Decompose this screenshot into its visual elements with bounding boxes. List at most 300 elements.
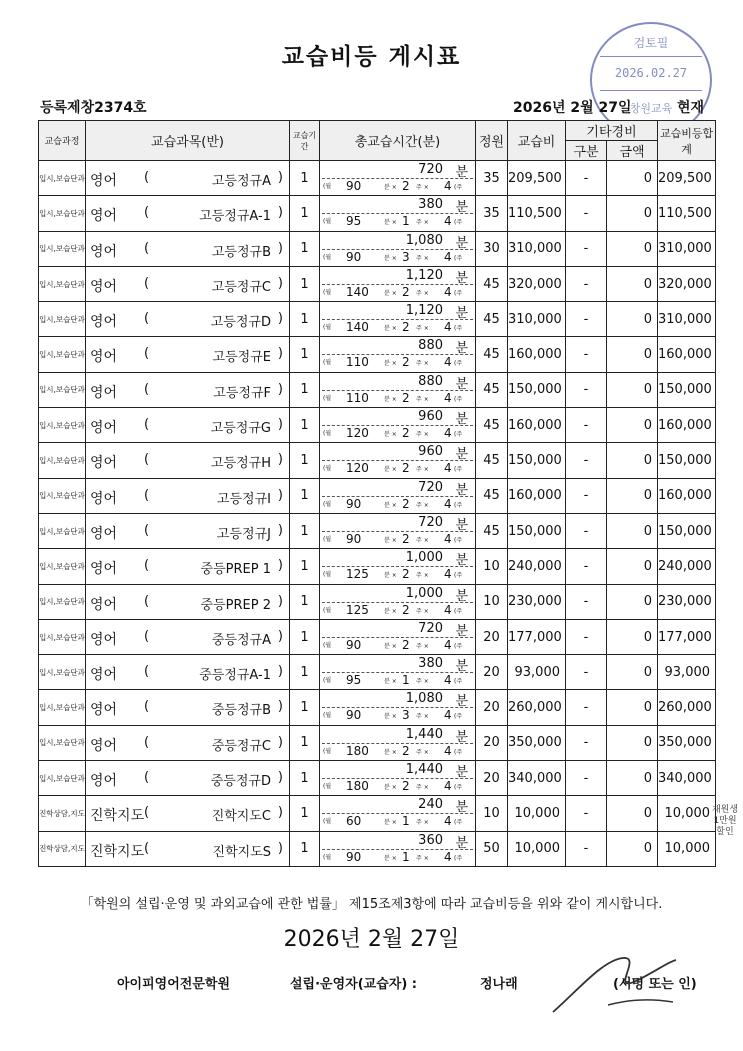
fee-value: 310,000 <box>508 231 566 266</box>
hours-cell <box>320 408 476 443</box>
subject-name: 영어 <box>90 596 118 613</box>
stamp-date: 2026.02.27 <box>614 66 688 80</box>
course-type: 입시,보습단과 <box>39 161 86 196</box>
minutes-suffix: 분 × <box>384 360 397 368</box>
table-row <box>39 337 716 372</box>
paren-close: ) <box>277 840 283 856</box>
paren-close: ) <box>277 240 283 256</box>
hours-cell <box>320 478 476 513</box>
weeks-suffix: 주 × <box>416 360 429 368</box>
subject-name: 영어 <box>90 173 118 189</box>
minutes-suffix: 분 × <box>384 184 397 191</box>
minutes-unit: 분 <box>455 765 468 781</box>
course-type: 입시,보습단과 <box>39 619 86 654</box>
period-value: 1 <box>290 266 320 301</box>
weeks-count: 2 <box>402 496 410 511</box>
paren-close: ) <box>277 664 283 680</box>
class-minutes: 90 <box>346 849 362 864</box>
days-count: 4 <box>444 602 452 617</box>
header-hours: 총교습시간(분) <box>320 121 476 161</box>
class-minutes: 90 <box>346 637 362 652</box>
minutes-prefix: (월 <box>323 183 332 190</box>
paren-close: ) <box>277 452 283 468</box>
paren-close: ) <box>277 170 283 185</box>
period-value: 1 <box>290 549 320 584</box>
days-suffix: (주 <box>454 325 463 333</box>
total-minutes: 1,440 <box>405 762 443 778</box>
subject-name: 영어 <box>90 455 118 472</box>
table-row <box>39 619 716 654</box>
table-row <box>39 549 716 584</box>
fee-value: 160,000 <box>508 408 566 443</box>
total-minutes: 1,120 <box>405 303 443 319</box>
weeks-suffix: 주 × <box>416 713 429 721</box>
other-type-value: - <box>566 161 607 196</box>
table-row <box>39 513 716 548</box>
class-name: 고등정규A <box>211 174 271 189</box>
paren-open: ( <box>144 840 150 856</box>
minutes-suffix: 분 × <box>384 395 397 403</box>
other-amount-value: 0 <box>607 302 658 337</box>
subject-name: 영어 <box>90 278 118 295</box>
subject-name: 영어 <box>90 208 118 225</box>
minutes-suffix: 분 × <box>384 572 397 580</box>
table-row <box>39 478 716 513</box>
days-count: 4 <box>444 284 452 299</box>
paren-close: ) <box>277 770 283 786</box>
subject-name: 영어 <box>90 420 118 437</box>
capacity-value: 35 <box>476 196 508 231</box>
course-type: 입시,보습단과 <box>39 231 86 266</box>
capacity-value: 20 <box>476 761 508 796</box>
hours-cell <box>320 761 476 796</box>
other-type-value: - <box>566 302 607 337</box>
class-minutes: 90 <box>346 179 362 193</box>
paren-open: ( <box>144 311 150 327</box>
class-minutes: 180 <box>346 779 369 794</box>
period-value: 1 <box>290 513 320 548</box>
minutes-unit: 분 <box>455 412 468 428</box>
days-suffix: (주 <box>454 289 463 297</box>
fee-value: 150,000 <box>508 513 566 548</box>
other-amount-value: 0 <box>607 408 658 443</box>
fee-value: 10,000 <box>508 831 566 866</box>
minutes-prefix: (월 <box>323 394 332 402</box>
total-minutes: 880 <box>418 338 443 354</box>
other-amount-value: 0 <box>607 655 658 690</box>
course-type: 입시,보습단과 <box>39 266 86 301</box>
hours-cell <box>320 302 476 337</box>
days-suffix: (주 <box>454 748 463 756</box>
weeks-count: 2 <box>402 355 410 370</box>
subject-name: 영어 <box>90 243 118 260</box>
course-type: 입시,보습단과 <box>39 549 86 584</box>
course-type: 입시,보습단과 <box>39 725 86 760</box>
paren-open: ( <box>144 452 150 468</box>
total-value: 209,500 <box>658 161 716 196</box>
hours-cell <box>320 196 476 231</box>
class-name: 고등정규I <box>216 491 271 507</box>
period-value: 1 <box>290 443 320 478</box>
weeks-count: 2 <box>402 531 410 546</box>
days-suffix: (주 <box>454 713 463 721</box>
class-minutes: 90 <box>346 496 362 511</box>
total-value: 320,000 <box>658 266 716 301</box>
minutes-suffix: 분 × <box>384 289 397 297</box>
days-count: 4 <box>444 426 452 441</box>
subject-name: 영어 <box>90 631 118 648</box>
minutes-suffix: 분 × <box>384 784 397 792</box>
minutes-prefix: (월 <box>323 747 332 755</box>
other-type-value: - <box>566 408 607 443</box>
capacity-value: 45 <box>476 372 508 407</box>
subject-cell <box>86 302 290 337</box>
days-suffix: (주 <box>454 784 463 792</box>
paren-open: ( <box>144 699 150 715</box>
weeks-suffix: 주 × <box>416 184 429 191</box>
paren-open: ( <box>144 417 150 433</box>
paren-open: ( <box>144 522 150 538</box>
weeks-suffix: 주 × <box>416 536 429 544</box>
total-minutes: 960 <box>418 444 443 460</box>
table-row <box>39 161 716 196</box>
days-suffix: (주 <box>454 854 463 862</box>
weeks-count: 3 <box>402 249 410 264</box>
period-value: 1 <box>290 231 320 266</box>
fee-value: 230,000 <box>508 584 566 619</box>
minutes-suffix: 분 × <box>384 254 397 262</box>
table-row <box>39 196 716 231</box>
total-value: 350,000 <box>658 725 716 760</box>
table-row <box>39 584 716 619</box>
fee-value: 320,000 <box>508 266 566 301</box>
capacity-value: 45 <box>476 337 508 372</box>
total-minutes: 720 <box>418 514 443 530</box>
days-suffix: (주 <box>454 360 463 368</box>
other-type-value: - <box>566 266 607 301</box>
capacity-value: 45 <box>476 443 508 478</box>
weeks-suffix: 주 × <box>416 854 429 862</box>
minutes-prefix: (월 <box>323 218 332 226</box>
weeks-count: 3 <box>402 708 410 723</box>
period-value: 1 <box>290 796 320 831</box>
hours-cell <box>320 584 476 619</box>
fee-table-body <box>39 161 716 867</box>
other-type-value: - <box>566 231 607 266</box>
days-count: 4 <box>444 531 452 546</box>
capacity-value: 20 <box>476 725 508 760</box>
course-type: 입시,보습단과 <box>39 337 86 372</box>
period-value: 1 <box>290 619 320 654</box>
total-minutes: 1,000 <box>405 585 443 601</box>
subject-cell <box>86 478 290 513</box>
weeks-suffix: 주 × <box>416 289 429 297</box>
subject-cell <box>86 337 290 372</box>
minutes-suffix: 분 × <box>384 431 397 439</box>
days-suffix: (주 <box>454 466 463 474</box>
table-row <box>39 690 716 725</box>
paren-open: ( <box>144 805 150 821</box>
fee-value: 177,000 <box>508 619 566 654</box>
class-name: 진학지도S <box>212 844 271 860</box>
paren-open: ( <box>144 558 150 574</box>
weeks-suffix: 주 × <box>416 325 429 333</box>
course-type: 입시,보습단과 <box>39 443 86 478</box>
total-minutes: 240 <box>418 797 443 813</box>
total-value: 240,000 <box>658 549 716 584</box>
minutes-prefix: (월 <box>323 465 332 473</box>
minutes-suffix: 분 × <box>384 819 397 827</box>
paren-close: ) <box>277 487 283 503</box>
handwritten-note: 재원생 1만원 할인 <box>711 805 739 837</box>
course-type: 입시,보습단과 <box>39 302 86 337</box>
minutes-prefix: (월 <box>323 641 332 649</box>
days-suffix: (주 <box>454 607 463 615</box>
period-value: 1 <box>290 831 320 866</box>
other-amount-value: 0 <box>607 761 658 796</box>
founder-name: 정나래 <box>480 977 518 992</box>
minutes-suffix: 분 × <box>384 713 397 721</box>
minutes-unit: 분 <box>455 659 468 675</box>
weeks-count: 1 <box>402 849 410 864</box>
other-amount-value: 0 <box>607 478 658 513</box>
days-suffix: (주 <box>454 395 463 403</box>
minutes-prefix: (월 <box>323 430 332 438</box>
course-type: 입시,보습단과 <box>39 408 86 443</box>
paren-open: ( <box>144 664 150 680</box>
other-amount-value: 0 <box>607 196 658 231</box>
capacity-value: 20 <box>476 619 508 654</box>
days-count: 4 <box>444 637 452 652</box>
class-minutes: 140 <box>346 284 369 299</box>
days-count: 4 <box>444 355 452 370</box>
paren-open: ( <box>144 205 150 221</box>
fee-value: 160,000 <box>508 337 566 372</box>
class-name: 고등정규A-1 <box>199 209 271 225</box>
other-type-value: - <box>566 831 607 866</box>
days-suffix: (주 <box>454 184 463 191</box>
other-amount-value: 0 <box>607 725 658 760</box>
table-row <box>39 831 716 866</box>
other-amount-value: 0 <box>607 337 658 372</box>
paren-close: ) <box>277 417 283 433</box>
weeks-suffix: 주 × <box>416 572 429 580</box>
weeks-count: 2 <box>402 461 410 476</box>
hours-cell <box>320 831 476 866</box>
minutes-suffix: 분 × <box>384 325 397 333</box>
other-type-value: - <box>566 337 607 372</box>
capacity-value: 30 <box>476 231 508 266</box>
minutes-prefix: (월 <box>323 712 332 720</box>
total-value: 110,500 <box>658 196 716 231</box>
header-subject: 교습과목(반) <box>86 121 290 161</box>
table-row <box>39 443 716 478</box>
minutes-prefix: (월 <box>323 677 332 685</box>
days-suffix: (주 <box>454 536 463 544</box>
hours-cell <box>320 266 476 301</box>
total-value: 10,000 <box>658 796 716 831</box>
total-minutes: 1,000 <box>405 550 443 566</box>
class-name: 고등정규H <box>210 456 271 472</box>
class-minutes: 120 <box>346 426 369 441</box>
subject-cell <box>86 725 290 760</box>
subject-cell <box>86 796 290 831</box>
subject-cell <box>86 513 290 548</box>
fee-value: 240,000 <box>508 549 566 584</box>
subject-cell <box>86 549 290 584</box>
paren-close: ) <box>277 311 283 327</box>
class-minutes: 110 <box>346 355 369 370</box>
other-amount-value: 0 <box>607 513 658 548</box>
days-count: 4 <box>444 673 452 688</box>
total-minutes: 1,440 <box>405 726 443 742</box>
minutes-unit: 분 <box>455 165 468 180</box>
subject-cell <box>86 690 290 725</box>
days-count: 4 <box>444 320 452 335</box>
minutes-suffix: 분 × <box>384 501 397 509</box>
fee-value: 350,000 <box>508 725 566 760</box>
weeks-suffix: 주 × <box>416 219 429 227</box>
weeks-suffix: 주 × <box>416 678 429 686</box>
days-suffix: (주 <box>454 572 463 580</box>
days-count: 4 <box>444 849 452 864</box>
class-name: 고등정규D <box>210 315 271 331</box>
header-total: 교습비등합계 <box>658 121 716 161</box>
minutes-unit: 분 <box>455 376 468 392</box>
weeks-count: 2 <box>402 390 410 405</box>
fee-value: 110,500 <box>508 196 566 231</box>
minutes-unit: 분 <box>455 623 468 639</box>
other-amount-value: 0 <box>607 266 658 301</box>
subject-name: 영어 <box>90 702 118 719</box>
paren-close: ) <box>277 805 283 821</box>
table-row <box>39 231 716 266</box>
minutes-suffix: 분 × <box>384 748 397 756</box>
days-count: 4 <box>444 390 452 405</box>
paren-close: ) <box>277 593 283 609</box>
stamp-divider <box>600 90 702 91</box>
other-type-value: - <box>566 796 607 831</box>
course-type: 입시,보습단과 <box>39 196 86 231</box>
fee-value: 310,000 <box>508 302 566 337</box>
minutes-unit: 분 <box>455 800 468 816</box>
fee-value: 160,000 <box>508 478 566 513</box>
other-type-value: - <box>566 761 607 796</box>
days-count: 4 <box>444 496 452 511</box>
subject-cell <box>86 408 290 443</box>
subject-name: 영어 <box>90 773 118 790</box>
capacity-value: 10 <box>476 796 508 831</box>
minutes-prefix: (월 <box>323 500 332 508</box>
course-type: 입시,보습단과 <box>39 372 86 407</box>
paren-close: ) <box>277 734 283 750</box>
weeks-suffix: 주 × <box>416 748 429 756</box>
capacity-value: 35 <box>476 161 508 196</box>
minutes-suffix: 분 × <box>384 607 397 615</box>
other-amount-value: 0 <box>607 549 658 584</box>
weeks-count: 2 <box>402 320 410 335</box>
total-minutes: 880 <box>418 373 443 389</box>
capacity-value: 10 <box>476 549 508 584</box>
total-minutes: 360 <box>418 832 443 848</box>
hours-cell <box>320 513 476 548</box>
class-name: 고등정규C <box>211 279 271 295</box>
weeks-suffix: 주 × <box>416 466 429 474</box>
weeks-count: 2 <box>402 779 410 794</box>
total-value: 310,000 <box>658 231 716 266</box>
total-value: 150,000 <box>658 443 716 478</box>
capacity-value: 45 <box>476 513 508 548</box>
stamp-top-text: 검토필 <box>633 36 669 50</box>
period-value: 1 <box>290 161 320 196</box>
stamp-divider <box>600 56 702 57</box>
table-row <box>39 266 716 301</box>
days-count: 4 <box>444 214 452 229</box>
weeks-suffix: 주 × <box>416 254 429 262</box>
fee-value: 150,000 <box>508 443 566 478</box>
other-amount-value: 0 <box>607 831 658 866</box>
other-type-value: - <box>566 619 607 654</box>
minutes-suffix: 분 × <box>384 642 397 650</box>
minutes-unit: 분 <box>455 835 468 851</box>
weeks-suffix: 주 × <box>416 431 429 439</box>
header-fee: 교습비 <box>508 121 566 161</box>
total-value: 160,000 <box>658 337 716 372</box>
subject-cell <box>86 231 290 266</box>
class-minutes: 95 <box>346 673 362 688</box>
class-minutes: 90 <box>346 708 362 723</box>
weeks-count: 2 <box>402 602 410 617</box>
total-value: 160,000 <box>658 478 716 513</box>
header-other-type: 구분 <box>566 141 607 161</box>
other-type-value: - <box>566 478 607 513</box>
days-suffix: (주 <box>454 219 463 227</box>
academy-name: 아이피영어전문학원 <box>117 977 231 992</box>
capacity-value: 20 <box>476 690 508 725</box>
minutes-unit: 분 <box>455 517 468 533</box>
period-value: 1 <box>290 196 320 231</box>
period-value: 1 <box>290 655 320 690</box>
days-count: 4 <box>444 779 452 794</box>
days-suffix: (주 <box>454 678 463 686</box>
period-value: 1 <box>290 690 320 725</box>
total-value: 260,000 <box>658 690 716 725</box>
registration-number: 등록제창2374호 <box>40 100 147 116</box>
paren-close: ) <box>277 628 283 644</box>
other-amount-value: 0 <box>607 231 658 266</box>
header-period: 교습기간 <box>290 121 320 161</box>
weeks-count: 2 <box>402 567 410 582</box>
fee-value: 260,000 <box>508 690 566 725</box>
subject-name: 영어 <box>90 737 118 754</box>
period-value: 1 <box>290 478 320 513</box>
signature-mark <box>548 950 678 1020</box>
paren-open: ( <box>144 170 150 185</box>
days-suffix: (주 <box>454 642 463 650</box>
table-row <box>39 655 716 690</box>
fee-value: 209,500 <box>508 161 566 196</box>
weeks-count: 2 <box>402 743 410 758</box>
weeks-suffix: 주 × <box>416 642 429 650</box>
other-type-value: - <box>566 690 607 725</box>
weeks-suffix: 주 × <box>416 501 429 509</box>
class-minutes: 90 <box>346 531 362 546</box>
total-minutes: 1,080 <box>405 691 443 707</box>
period-value: 1 <box>290 408 320 443</box>
weeks-suffix: 주 × <box>416 819 429 827</box>
total-value: 93,000 <box>658 655 716 690</box>
header-capacity: 정원 <box>476 121 508 161</box>
